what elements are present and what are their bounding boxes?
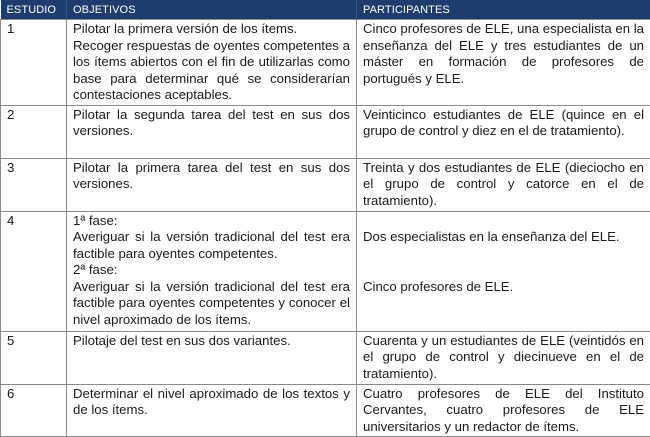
- table-header-row: [1, 0, 650, 20]
- cell-objetivos: Pilotar la primera tarea del test en sus dos versiones.: [67, 158, 357, 211]
- cell-participantes: Treinta y dos estudiantes de ELE (dieciocho en el grupo de control y catorce en el de tratamiento).: [357, 158, 650, 211]
- table-row: [1, 211, 650, 331]
- cell-estudio: 4: [1, 211, 67, 331]
- cell-estudio: 6: [1, 384, 67, 437]
- table-row: [1, 20, 650, 106]
- spacer: [363, 262, 644, 279]
- cell-participantes: Veinticinco estudiantes de ELE (quince en el grupo de control y diez en el de tratamiento).: [357, 105, 650, 158]
- objective-text: Recoger respuestas de oyentes competentes a los ítems abiertos con el fin de utilizarlas como base para determinar qué se considerarían contestaciones aceptables.: [73, 37, 350, 102]
- participants-phase-1: Dos especialistas en la enseñanza del ELE.: [363, 229, 620, 244]
- spacer: [363, 246, 644, 263]
- table-row: [1, 158, 650, 211]
- cell-estudio: 1: [1, 20, 67, 106]
- cell-participantes: Cinco profesores de ELE, una especialista en la enseñanza del ELE y tres estudiantes de un máster en formación de profesores de portugués y ELE.: [357, 20, 650, 106]
- cell-estudio: 2: [1, 105, 67, 158]
- table-row: [1, 105, 650, 158]
- objective-text: Averiguar si la versión tradicional del test era factible para oyentes competentes.: [73, 229, 350, 261]
- cell-participantes: [357, 211, 650, 331]
- header-estudio: ESTUDIO: [1, 0, 67, 20]
- phase-label: 2ª fase:: [73, 262, 118, 277]
- header-participantes: PARTICIPANTES: [357, 0, 650, 20]
- cell-participantes: Cuatro profesores de ELE del Instituto Cervantes, cuatro profesores de ELE universitarios y un redactor de ítems.: [357, 384, 650, 437]
- cell-objetivos: [67, 211, 357, 331]
- table-row: [1, 384, 650, 437]
- participants-phase-2: Cinco profesores de ELE.: [363, 278, 514, 294]
- objective-text: Averiguar si la versión tradicional del test era factible para oyentes competentes y conocer el nivel aproximado de los ítems.: [73, 278, 350, 327]
- spacer: [363, 213, 644, 230]
- objective-text: Pilotar la primera versión de los ítems.: [73, 21, 298, 36]
- cell-participantes: Cuarenta y un estudiantes de ELE (veintidós en el grupo de control y diecinueve en el de tratamiento).: [357, 331, 650, 384]
- cell-objetivos: Pilotar la segunda tarea del test en sus dos versiones.: [67, 105, 357, 158]
- header-objetivos: OBJETIVOS: [67, 0, 357, 20]
- cell-estudio: 3: [1, 158, 67, 211]
- cell-objetivos: Pilotaje del test en sus dos variantes.: [67, 331, 357, 384]
- cell-objetivos: [67, 20, 357, 106]
- cell-objetivos: Determinar el nivel aproximado de los textos y de los ítems.: [67, 384, 357, 437]
- cell-estudio: 5: [1, 331, 67, 384]
- table-row: [1, 331, 650, 384]
- phase-label: 1ª fase:: [73, 212, 118, 228]
